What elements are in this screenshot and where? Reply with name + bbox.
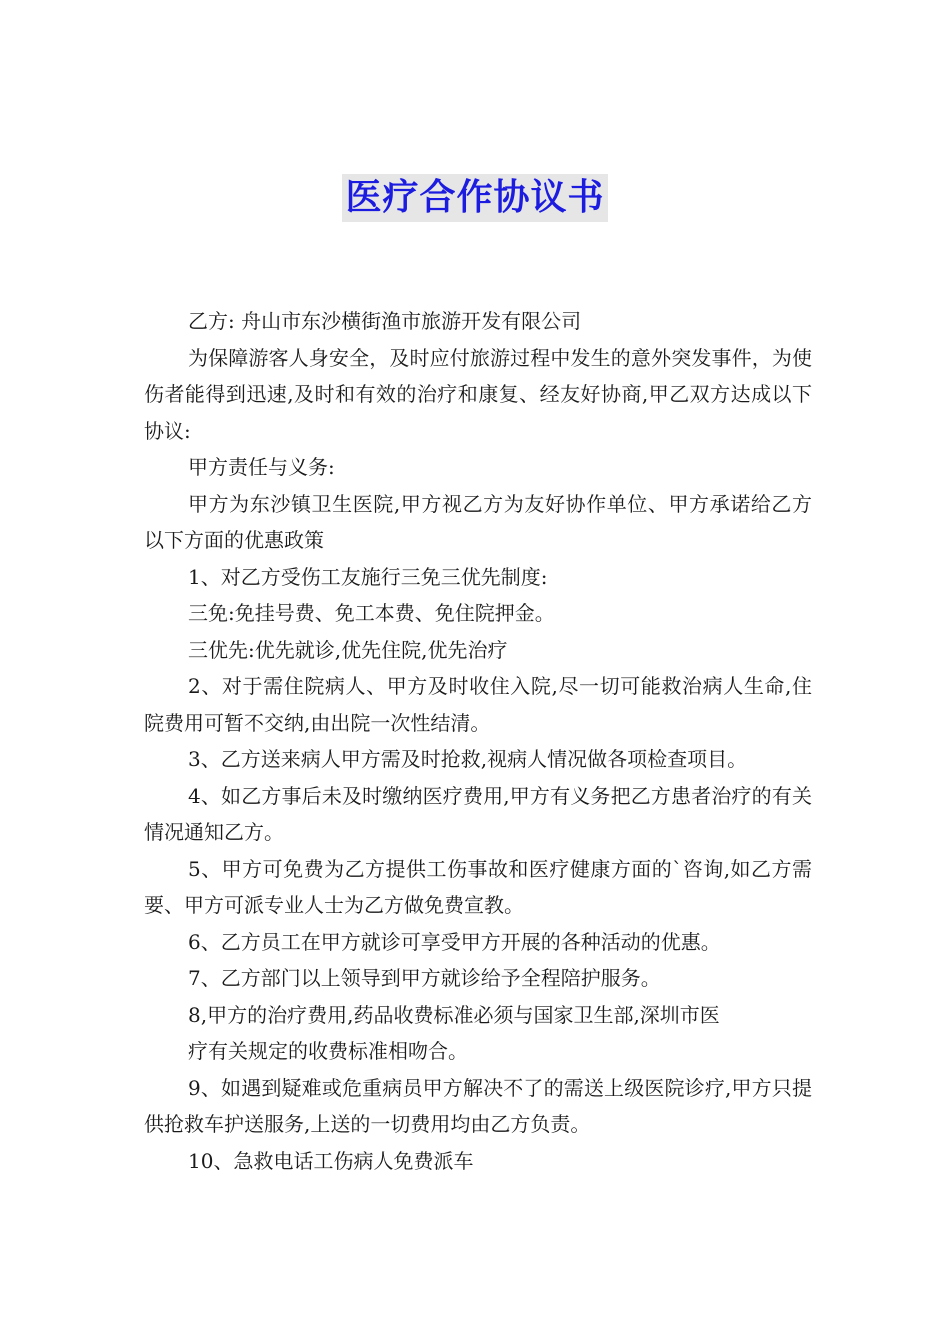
clause-8-line-1: 8,甲方的治疗费用,药品收费标准必须与国家卫生部,深圳市医 bbox=[188, 1002, 720, 1027]
party-a-intro-paragraph: 甲方为东沙镇卫生医院,甲方视乙方为友好协作单位、甲方承诺给乙方以下方面的优惠政策 bbox=[144, 491, 812, 552]
clause-7: 7、乙方部门以上领导到甲方就诊给予全程陪护服务。 bbox=[188, 966, 661, 990]
preamble-paragraph: 为保障游客人身安全，及时应付旅游过程中发生的意外突发事件，为使伤者能得到迅速,及时和有效的治疗和康复、经友好协商,甲乙双方达成以下协议: bbox=[144, 345, 812, 443]
title-block bbox=[0, 174, 950, 222]
clause-10: 10、急救电话工伤病人免费派车 bbox=[188, 1148, 474, 1173]
clause-1: 1、对乙方受伤工友施行三免三优先制度: bbox=[188, 564, 548, 589]
party-a-duties-heading: 甲方责任与义务: bbox=[188, 455, 335, 479]
clause-2: 2、对于需住院病人、甲方及时收住入院,尽一切可能救治病人生命,住院费用可暂不交纳,由出院一次性结清。 bbox=[144, 674, 812, 735]
document-title: 医疗合作协议书 bbox=[342, 174, 607, 222]
clause-6: 6、乙方员工在甲方就诊可享受甲方开展的各种活动的优惠。 bbox=[188, 929, 721, 954]
clause-4: 4、如乙方事后未及时缴纳医疗费用,甲方有义务把乙方患者治疗的有关情况通知乙方。 bbox=[144, 783, 812, 844]
clause-3: 3、乙方送来病人甲方需及时抢救,视病人情况做各项检查项目。 bbox=[188, 747, 748, 771]
three-exemptions-line: 三免:免挂号费、免工本费、免住院押金。 bbox=[188, 601, 555, 625]
party-b-line: 乙方: 舟山市东沙横街渔市旅游开发有限公司 bbox=[188, 309, 582, 333]
document-body bbox=[144, 303, 812, 1179]
clause-8-line-2: 疗有关规定的收费标准相吻合。 bbox=[188, 1039, 468, 1063]
clause-5: 5、甲方可免费为乙方提供工伤事故和医疗健康方面的`咨询,如乙方需要、甲方可派专业人士为乙方做免费宣教。 bbox=[144, 856, 812, 917]
three-priorities-line: 三优先:优先就诊,优先住院,优先治疗 bbox=[188, 637, 508, 662]
clause-9: 9、如遇到疑难或危重病员甲方解决不了的需送上级医院诊疗,甲方只提供抢救车护送服务,上送的一切费用均由乙方负责。 bbox=[144, 1075, 812, 1136]
